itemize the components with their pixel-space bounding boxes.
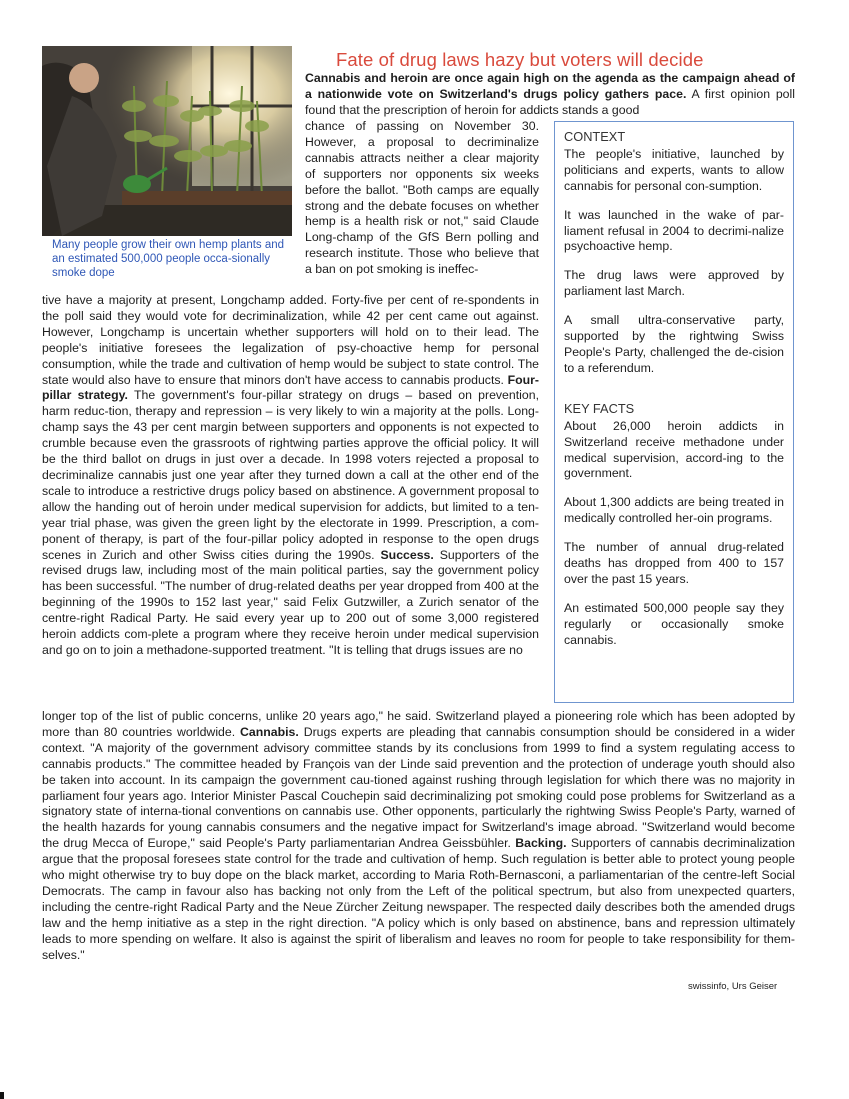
body-paragraph: tive have a majority at present, Longchamp added. Forty-five per cent of re-spondents in the poll said they would vote for decriminalization, while 42 per cent came out against. However, Longchamp is uncertain whether supporters will hold on to their lead. The people's initiative foresees the legalization of psy-choactive hemp for personal consumption, while the trade and cultivation of hemp would be subject to state control. The state would also have to ensure that minors don't have access to cannabis products.	[42, 293, 539, 387]
article-title: Fate of drug laws hazy but voters will decide	[336, 49, 704, 70]
photo-caption: Many people grow their own hemp plants and an estimated 500,000 people occa-sionally smoke dope	[52, 239, 285, 280]
body-paragraph: Supporters of cannabis decriminalization argue that the proposal foresees state control for the trade and cultivation of hemp. Such regulation is better able to protect young people who might otherwise try to buy dope on the black market, according to Maria Roth-Bernasconi, a parliamentarian of the centre-left Social Democrats. The camp in favour also has backing not only from the Left of the political spectrum, but also from unexpected quarters, including the centre-right Radical Party and the Neue Zürcher Zeitung newspaper. The respected daily describes both the amended drugs law and the hemp initiative as a step in the right direction. "A policy which is only based on abstinence, bans and repression ultimately leads to more spending on welfare. It also is against the spirit of liberalism and leaves no room for people to take responsibility for them-selves."	[42, 836, 795, 962]
subhead-success: Success.	[380, 547, 434, 562]
article-credit: swissinfo, Urs Geiser	[688, 981, 778, 992]
subhead-backing: Backing.	[515, 836, 567, 851]
key-fact-item: About 26,000 heroin addicts in Switzerland receive methadone under medical supervision, accord-ing to the government.	[564, 418, 784, 481]
body-paragraph: Drugs experts are pleading that cannabis consumption should be considered in a wider context. "A majority of the government advisory committee stands by its conclusions from 1999 to find a system regulating access to cannabis products." The committee headed by François van der Linde said prevention and the protection of underage youth should also be taken into account. In its campaign the government cau-tioned against rushing through legislation for which there was no majority in parliament four years ago. Interior Minister Pascal Couchepin said decriminalizing pot smoking could pose problems for Switzerland as a signatory state of interna-tional conventions on cannabis use. Other opponents, particularly the rightwing Swiss People's Party, warned of the health hazards for young cannabis consumers and the negative impact for Switzerland's image abroad. "Switzerland would become the drug Mecca of Europe," said People's Party parliamentarian Andrea Geissbühler.	[42, 724, 795, 851]
key-fact-item: The number of annual drug-related deaths has dropped from 400 to 157 over the past 15 years.	[564, 540, 784, 586]
context-heading: CONTEXT	[564, 129, 626, 144]
article-lead	[305, 71, 795, 119]
scan-edge-mark	[0, 1092, 4, 1099]
subhead-cannabis: Cannabis.	[240, 724, 299, 739]
article-body-continued	[42, 709, 795, 964]
key-facts-heading: KEY FACTS	[564, 400, 635, 416]
context-item: The drug laws were approved by parliament last March.	[564, 268, 784, 299]
subhead-four-pillar: Four-pillar strategy.	[42, 372, 540, 403]
body-paragraph: longer top of the list of public concerns, unlike 20 years ago," he said. Switzerland played a pioneering role which has been adopted by more than 80 countries worldwide.	[42, 709, 795, 739]
body-paragraph: Supporters of the revised drugs law, including most of the main political parties, say the government policy has been successful. "The number of drug-related deaths per year dropped from 400 at the beginning of the 1990s to 152 last year," said Felix Gutzwiller, a Zurich senator of the centre-right Radical Party. He said every year up to 200 out of some 3,000 registered heroin addicts com-plete a program where they receive heroin under medical supervision and go on to join a methadone-supported treatment. "It is telling that drugs issues are no	[42, 547, 539, 657]
context-item: A small ultra-conservative party, supported by the rightwing Swiss People's Party, challenged the de-cision to a referendum.	[564, 313, 784, 375]
context-sidebar	[554, 121, 794, 703]
article-body-main	[42, 293, 539, 659]
article-photo	[42, 46, 292, 236]
context-item: It was launched in the wake of par-liament refusal in 2004 to decrimi-nalize psychoactive hemp.	[564, 207, 784, 254]
article-body-column-intro: chance of passing on November 30. However, a proposal to decriminalize cannabis attracts neither a clear majority of supporters nor opponents six weeks before the ballot. "Both camps are equally strong and the debate focuses on whether hemp is a health risk or not," said Claude Long-champ of the GfS Bern polling and research institute. Those who believe that a ban on pot smoking is ineffec-	[305, 119, 539, 277]
key-fact-item: About 1,300 addicts are being treated in medically controlled her-oin programs.	[564, 495, 784, 526]
body-paragraph: The government's four-pillar strategy on drugs – based on prevention, harm reduc-tion, therapy and repression – is very likely to win a majority at the polls. Long-champ says the 43 per cent margin between supporters and opponents is not expected to crumble because even the grassroots of rightwing parties approve the official policy. It will be the third ballot on drugs in just over a decade. In 1998 voters rejected a proposal to decriminalize cannabis just one year after they turned down a call at the other end of the scale to introduce a restrictive drugs policy based on abstinence. A government proposal to allow the handing out of heroin under medical supervision for addicts, but limited to a ten-year trial phase, was given the green light by the electorate in 1999. Prescription, a com-ponent of therapy, is part of the four-pillar policy adopted in response to the open drugs scenes in Zurich and other Swiss cities during the 1990s.	[42, 388, 539, 562]
lead-text: A first opinion poll found that the prescription of heroin for addicts stands a good	[305, 86, 795, 117]
key-fact-item: An estimated 500,000 people say they regularly or occasionally smoke cannabis.	[564, 600, 784, 647]
context-item: The people's initiative, launched by politicians and experts, wants to allow cannabis for personal con-sumption.	[564, 146, 784, 193]
hemp-grower-illustration	[42, 46, 292, 236]
lead-bold-text: Cannabis and heroin are once again high on the agenda as the campaign ahead of a nationwide vote on Switzerland's drugs policy gathers pace.	[305, 71, 795, 101]
